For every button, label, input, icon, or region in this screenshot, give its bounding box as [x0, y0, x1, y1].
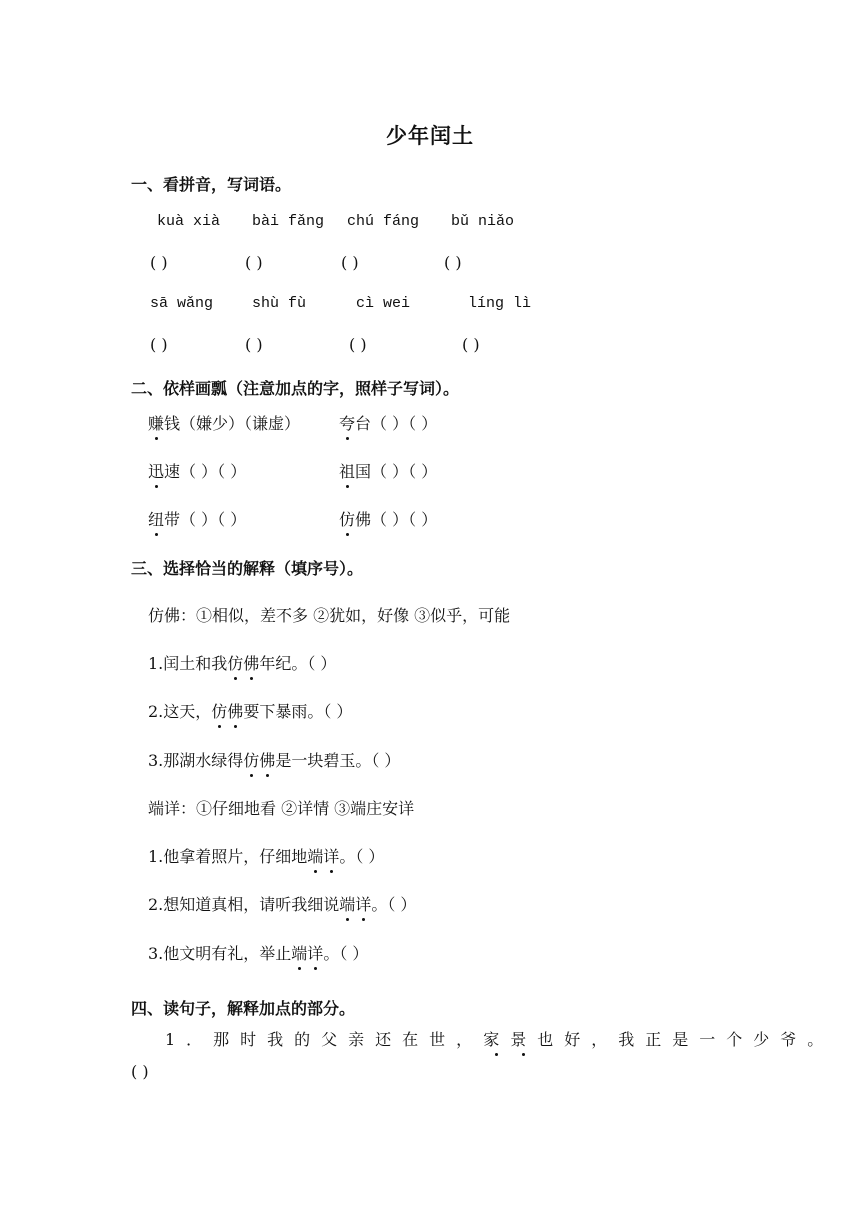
- section4-heading: 四、读句子，解释加点的部分。: [131, 999, 356, 1018]
- example-row: [148, 411, 300, 434]
- question-text: 1.闰土和我: [148, 654, 228, 673]
- sentence-item: [165, 1027, 834, 1050]
- answer-blank[interactable]: ( ): [245, 253, 263, 272]
- answer-blank[interactable]: ( ): [150, 335, 168, 354]
- dotted-char: 景: [510, 1027, 537, 1050]
- word-item: [339, 411, 437, 434]
- section3-heading: 三、选择恰当的解释（填序号）。: [131, 559, 364, 578]
- question-item: [148, 844, 384, 867]
- pinyin-5: sā wǎng: [150, 295, 214, 312]
- question-item: [148, 892, 416, 915]
- word-char: 带: [164, 510, 181, 529]
- question-text: 是一块碧玉。（ ）: [275, 751, 401, 770]
- dotted-char: 夸: [339, 411, 355, 434]
- word-char: 速: [164, 462, 181, 481]
- answer-blank[interactable]: ( ): [131, 1062, 149, 1081]
- dotted-char: 佛: [227, 699, 243, 722]
- example-answers: （嫌少）（谦虚）: [180, 414, 301, 433]
- question-item: [148, 941, 368, 964]
- word-item: [148, 507, 246, 530]
- word-item: [148, 459, 246, 482]
- pinyin-3: chú fáng: [347, 213, 420, 230]
- dotted-char: 纽: [148, 507, 164, 530]
- answer-blank[interactable]: （ ）（ ）: [180, 510, 247, 529]
- dotted-char: 佛: [243, 651, 259, 674]
- question-text: 3.那湖水绿得: [148, 751, 244, 770]
- answer-blank[interactable]: （ ）（ ）: [371, 414, 438, 433]
- answer-blank[interactable]: ( ): [341, 253, 359, 272]
- dotted-char: 仿: [227, 651, 243, 674]
- dotted-char: 赚: [148, 411, 164, 434]
- question-text: 年纪。（ ）: [259, 654, 337, 673]
- section1-heading: 一、看拼音，写词语。: [131, 175, 292, 194]
- dotted-char: 详: [355, 892, 371, 915]
- answer-blank[interactable]: ( ): [444, 253, 462, 272]
- section2-heading: 二、依样画瓢（注意加点的字，照样子写词）。: [131, 379, 460, 398]
- dotted-char: 详: [323, 844, 339, 867]
- pinyin-4: bǔ niǎo: [451, 213, 515, 230]
- dotted-char: 家: [483, 1027, 510, 1050]
- pinyin-1: kuà xià: [157, 213, 221, 230]
- question-text: 。（ ）: [339, 847, 385, 866]
- answer-blank[interactable]: ( ): [462, 335, 480, 354]
- dotted-char: 佛: [259, 748, 275, 771]
- pinyin-8: líng lì: [468, 295, 532, 312]
- question-text: 1.他拿着照片，仔细地: [148, 847, 308, 866]
- answer-blank[interactable]: （ ）（ ）: [371, 510, 438, 529]
- dotted-char: 端: [307, 844, 323, 867]
- answer-blank[interactable]: （ ）（ ）: [180, 462, 247, 481]
- question-text: 2.这天，: [148, 702, 212, 721]
- question-text: 3.他文明有礼，举止: [148, 944, 292, 963]
- pinyin-6: shù fù: [252, 295, 307, 312]
- dotted-char: 仿: [339, 507, 355, 530]
- word-item: [339, 459, 437, 482]
- question-text: 要下暴雨。（ ）: [243, 702, 353, 721]
- sentence-text: 1．那时我的父亲还在世，: [165, 1030, 484, 1049]
- dotted-char: 仿: [211, 699, 227, 722]
- sentence-text: 也好，我正是一个少爷。: [537, 1030, 835, 1049]
- question-text: 2.想知道真相，请听我细说: [148, 895, 340, 914]
- definition-fangfu: 仿佛：①相似，差不多 ②犹如，好像 ③似乎，可能: [148, 606, 511, 625]
- dotted-char: 仿: [243, 748, 259, 771]
- page-title: 少年闰土: [386, 124, 474, 148]
- answer-blank[interactable]: （ ）（ ）: [371, 462, 438, 481]
- answer-blank[interactable]: ( ): [245, 335, 263, 354]
- answer-blank[interactable]: ( ): [150, 253, 168, 272]
- question-item: [148, 699, 352, 722]
- question-text: 。（ ）: [371, 895, 417, 914]
- dotted-char: 详: [307, 941, 323, 964]
- dotted-char: 端: [339, 892, 355, 915]
- dotted-char: 祖: [339, 459, 355, 482]
- word-item: [339, 507, 437, 530]
- question-item: [148, 748, 400, 771]
- question-text: 。（ ）: [323, 944, 369, 963]
- definition-duanxiang: 端详：①仔细地看 ②详情 ③端庄安详: [148, 799, 415, 818]
- word-char: 台: [355, 414, 372, 433]
- dotted-char: 端: [291, 941, 307, 964]
- pinyin-7: cì wei: [356, 295, 411, 312]
- dotted-char: 迅: [148, 459, 164, 482]
- pinyin-2: bài fǎng: [252, 213, 325, 230]
- word-char: 钱: [164, 414, 181, 433]
- answer-blank[interactable]: ( ): [349, 335, 367, 354]
- word-char: 佛: [355, 510, 372, 529]
- word-char: 国: [355, 462, 372, 481]
- question-item: [148, 651, 336, 674]
